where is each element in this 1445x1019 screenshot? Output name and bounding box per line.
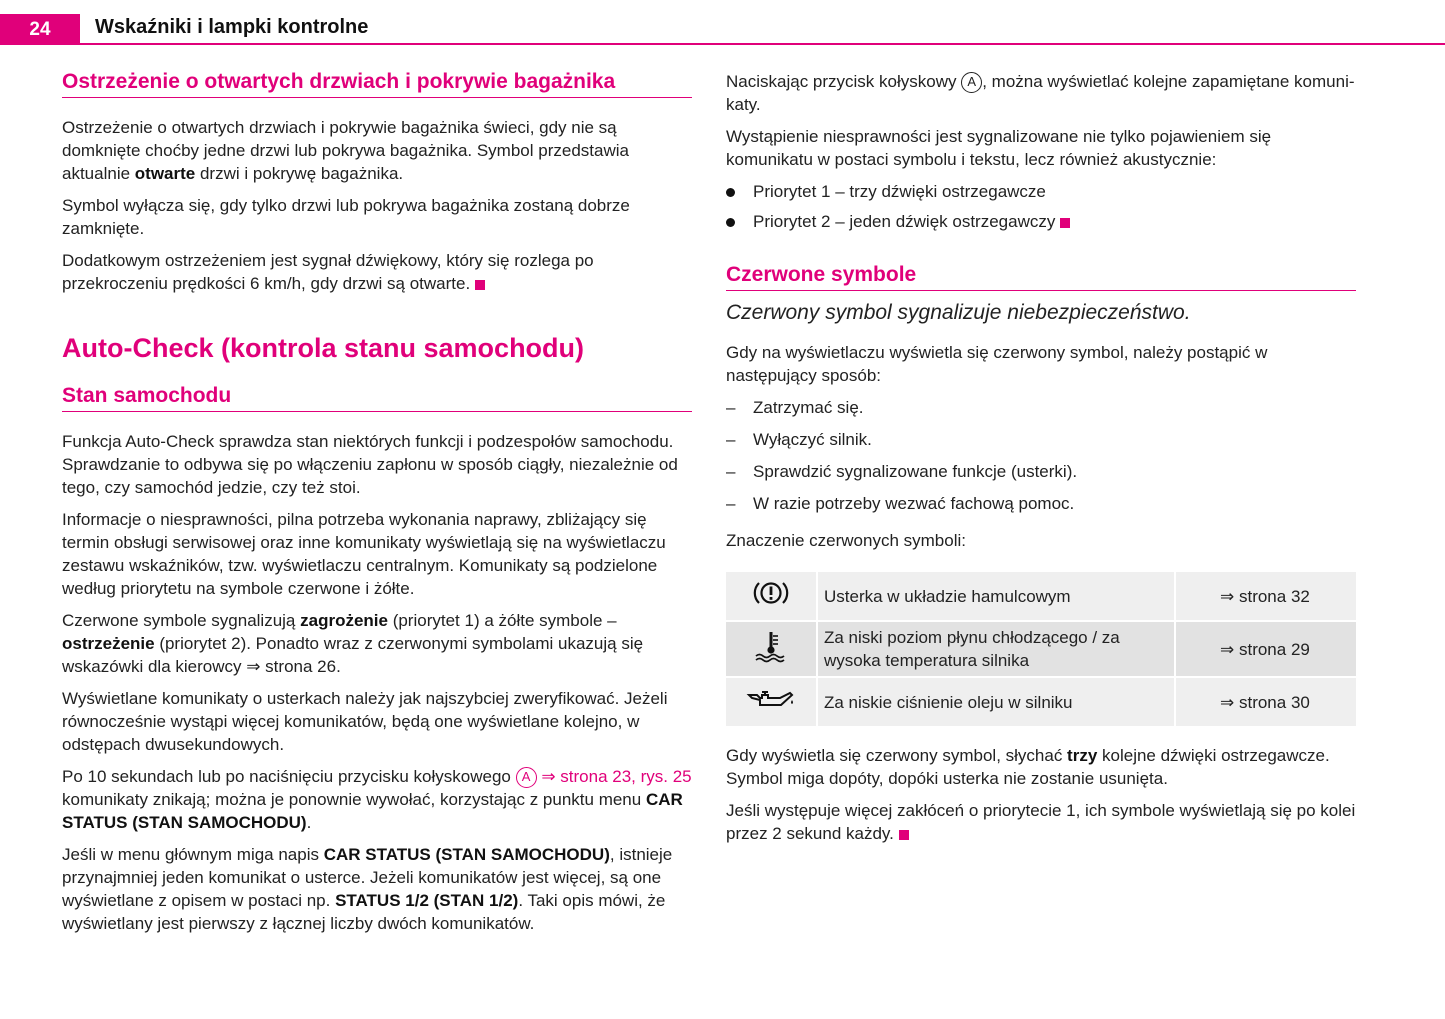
red-paragraph-3: Gdy wyświetla się czerwony symbol, słychać trzy kolejne dźwięki ostrzegawcze. Symbol miga dopóty, dopóki usterka nie zostanie usunięta. (726, 746, 1330, 788)
right-column (726, 70, 1356, 854)
brake-warning-icon (726, 572, 818, 620)
table-cell-description: Za niskie ciśnienie oleju w silniku (818, 678, 1176, 726)
red-paragraph-4: Jeśli występuje więcej zakłóceń o priorytecie 1, ich symbole wyświetlają się po kolei przez 2 sekund każdy. (726, 801, 1356, 843)
list-item: – Sprawdzić sygnalizowane funkcje (usterki). (726, 462, 1078, 481)
list-item: Priorytet 1 – trzy dźwięki ostrzegawcze (726, 180, 1356, 203)
table-row (726, 678, 1356, 726)
table-cell-description: Usterka w układzie hamulcowym (818, 572, 1176, 620)
section-end-icon (1060, 218, 1070, 228)
red-paragraph-1: Gdy na wyświetlaczu wyświetla się czerwony symbol, należy postąpić w następujący sposób: (726, 343, 1268, 385)
autocheck-title: Auto-Check (kontrola stanu samochodu) (62, 333, 585, 363)
page-reference-link[interactable]: ⇒ strona 23, rys. 25 (536, 767, 692, 786)
chapter-title: Wskaźniki i lampki kontrolne (95, 16, 369, 38)
table-row (726, 572, 1356, 620)
steps-list (726, 396, 1356, 515)
acoustic-paragraph: Wystąpienie niesprawności jest sygnalizowane nie tylko pojawieniem się komunikatu w postaci symbolu i tekstu, lecz również akustycznie: (726, 127, 1272, 169)
page-reference-link[interactable]: ⇒ strona 32 (1176, 572, 1356, 620)
doors-paragraph-1: Ostrzeżenie o otwartych drzwiach i pokrywie bagażnika świeci, gdy nie są domknięte choćby jedne drzwi lub pokrywa bagażnika. Symbol przedstawia aktualnie otwarte drzwi i pokrywę bagażnika. (62, 118, 629, 183)
autocheck-paragraph-4: Wyświetlane komunikaty o usterkach należy jak najszybciej zweryfikować. Jeżeli równocześnie wystąpi więcej komunikatów, będą one wyświetlane kolejno, w odstępach dwusekundowych. (62, 689, 668, 754)
page-number: 24 (0, 14, 80, 45)
rocker-button-a-icon: A (961, 72, 982, 93)
autocheck-paragraph-3: Czerwone symbole sygnalizują zagrożenie (priorytet 1) a żółte symbole – ostrzeżenie (priorytet 2). Ponadto wraz z czerwonymi symbolami ukazują się wskazówki dla kierowcy ⇒ strona 26. (62, 611, 644, 676)
doors-paragraph-3: Dodatkowym ostrzeżeniem jest sygnał dźwiękowy, który się rozlega po przekroczeniu prędkości 6 km/h, gdy drzwi są otwarte. (62, 251, 594, 293)
vehicle-status-heading: Stan samochodu (62, 384, 692, 412)
red-symbols-lead: Czerwony symbol sygnalizuje niebezpieczeństwo. (726, 301, 1191, 324)
autocheck-paragraph-2: Informacje o niesprawności, pilna potrzeba wykonania naprawy, zbliżający się termin obsługi serwisowej oraz inne komunikaty wyświetlają się na wyświetlaczu zestawu wskaźników, tzw. wyświetlaczu centralnym. Komunikaty są podzielone według priorytetu na symbole czerwone i żółte. (62, 510, 666, 598)
oil-pressure-icon (726, 678, 818, 726)
autocheck-paragraph-5: Po 10 sekundach lub po naciśnięciu przycisku kołyskowego A ⇒ strona 23, rys. 25 komunikaty znikają; można je ponownie wywołać, korzystając z punktu menu CAR STATUS (STAN SAMOCHODU). (62, 767, 692, 832)
section-end-icon (475, 280, 485, 290)
red-symbols-heading: Czerwone symbole (726, 263, 1356, 291)
list-item: – Wyłączyć silnik. (726, 430, 872, 449)
table-row (726, 622, 1356, 676)
autocheck-paragraph-6: Jeśli w menu głównym miga napis CAR STATUS (STAN SAMOCHODU), istnieje przynajmniej jeden komunikat o usterce. Jeżeli komunikatów jest więcej, są one wyświetlane z opisem w postaci np. STATUS 1/2 (STAN 1/2). Taki opis mówi, że wyświetlany jest pierwszy z łącznej liczby dwóch komunikatów. (62, 845, 673, 933)
rocker-button-a-icon: A (516, 767, 537, 788)
doors-paragraph-2: Symbol wyłącza się, gdy tylko drzwi lub pokrywa bagażnika zostaną dobrze zamknięte. (62, 196, 630, 238)
coolant-temperature-icon (726, 622, 818, 676)
bullet-icon (726, 188, 735, 197)
table-cell-description: Za niski poziom płynu chłodzącego / za wysoka temperatura silnika (818, 622, 1176, 676)
left-column (62, 70, 692, 944)
red-paragraph-2: Znaczenie czerwonych symboli: (726, 531, 966, 550)
autocheck-paragraph-1: Funkcja Auto-Check sprawdza stan niektórych funkcji i podzespołów samochodu. Sprawdzanie to odbywa się po włączeniu zapłonu w sposób ciągły, niezależnie od tego, czy samochód jedzie, czy też stoi. (62, 432, 678, 497)
list-item: – W razie potrzeby wezwać fachową pomoc. (726, 494, 1075, 513)
page-header (0, 0, 1445, 46)
page-reference-link[interactable]: ⇒ strona 30 (1176, 678, 1356, 726)
red-symbols-table (726, 570, 1356, 728)
section-end-icon (899, 830, 909, 840)
doors-heading: Ostrzeżenie o otwartych drzwiach i pokrywie bagażnika (62, 70, 692, 98)
list-item: – Zatrzymać się. (726, 398, 864, 417)
header-rule (80, 43, 1445, 45)
bullet-icon (726, 218, 735, 227)
list-item: Priorytet 2 – jeden dźwięk ostrzegawczy (726, 210, 1356, 233)
priority-list (726, 180, 1356, 233)
rocker-paragraph: Naciskając przycisk kołyskowy A , można wyświetlać kolejne zapamiętane komunikaty. (726, 72, 1355, 114)
page-reference-link[interactable]: ⇒ strona 29 (1176, 622, 1356, 676)
